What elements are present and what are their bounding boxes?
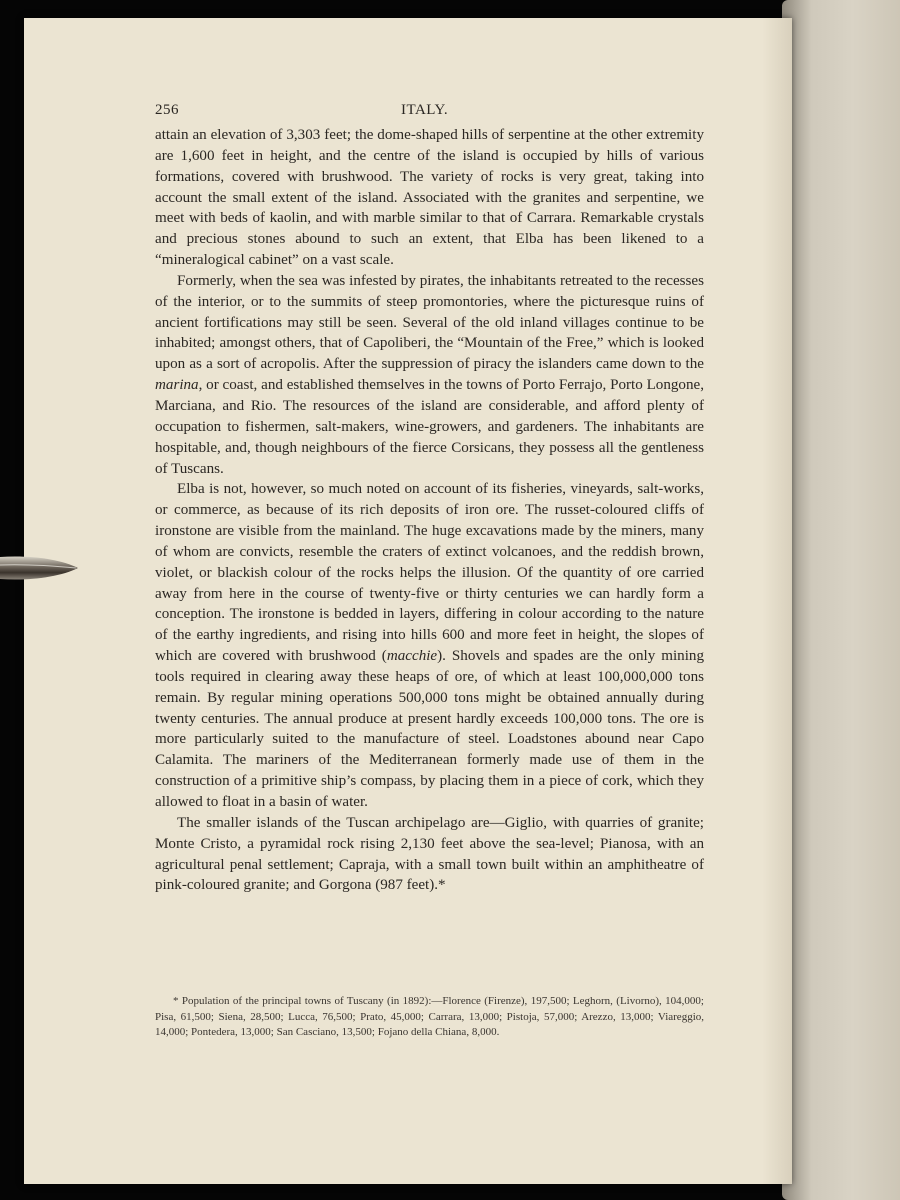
paragraph-4: The smaller islands of the Tuscan archipelago are—Giglio, with quarries of granite; Monte Cristo, a pyramidal rock rising 2,130 feet above the sea-level; Pianosa, with an agricultural penal settlement; Capraja, with a small town built within an amphitheatre of pink-coloured granite; and Gorgona (987 feet).* (155, 814, 704, 894)
page-number: 256 (155, 102, 179, 118)
paragraph-2 (155, 271, 704, 479)
body-text (155, 125, 704, 896)
paragraph-2-text-b: , or coast, and established themselves in the towns of Porto Ferrajo, Porto Longone, Marciana, and Rio. The resources of the island are considerable, and afford plenty of occupation to fishermen, salt-makers, wine-growers, and gardeners. The inhabitants are hospitable, and, though neighbours of the fierce Corsicans, they possess all the gentleness of Tuscans. (155, 377, 704, 477)
running-title: ITALY. (401, 102, 449, 118)
paragraph-3-text-b: ). Shovels and spades are the only mining tools required in clearing away these heaps of ore, of which at least 100,000,000 tons remain. By regular mining operations 500,000 tons might be obtained annually during twenty centuries. The annual produce at present hardly exceeds 100,000 tons. The ore is more particularly suited to the manufacture of steel. Loadstones abound near Capo Calamita. The mariners of the Mediterranean formerly made use of them in the construction of a primitive ship’s compass, by placing them in a piece of cork, which they allowed to float in a basin of water. (155, 648, 704, 810)
italic-term-marina: marina (155, 377, 199, 394)
footnote-text: * Population of the principal towns of Tuscany (in 1892):—Florence (Firenze), 197,500; Leghorn, (Livorno), 104,000; Pisa, 61,500; Siena, 28,500; Lucca, 76,500; Prato, 45,000; Carrara, 13,000; Pistoja, 57,000; Arezzo, 13,000; Viareggio, 14,000; Pontedera, 13,000; San Casciano, 13,500; Fojano della Chiana, 8,000. (155, 995, 704, 1039)
next-page-edge (782, 0, 900, 1200)
running-head (155, 102, 687, 122)
footnote (155, 994, 704, 1041)
paragraph-3 (155, 479, 704, 813)
paragraph-1: attain an elevation of 3,303 feet; the dome-shaped hills of serpentine at the other extremity are 1,600 feet in height, and the centre of the island is occupied by hills of various formations, covered with brushwood. The variety of rocks is very great, taking into account the small extent of the island. Associated with the granites and serpentine, we meet with beds of kaolin, and with marble similar to that of Carrara. Remarkable crystals and precious stones abound to such an extent, that Elba has been likened to a “mineralogical cabinet” on a vast scale. (155, 127, 704, 269)
paragraph-3-text-a: Elba is not, however, so much noted on account of its fisheries, vineyards, salt-works, or commerce, as because of its rich deposits of iron ore. The russet-coloured cliffs of ironstone are visible from the mainland. The huge excavations made by the miners, many of whom are convicts, resemble the craters of extinct volcanoes, and the reddish brown, violet, or blackish colour of the rocks helps the illusion. Of the quantity of ore carried away from here in the course of twenty-five or thirty centuries we can hardly form a conception. The ironstone is bedded in layers, differing in colour according to the nature of the earthy ingredients, and rising into hills 600 and more feet in height, the slopes of which are covered with brushwood ( (155, 481, 704, 665)
book-page (24, 18, 792, 1184)
metal-bookmark-tip (0, 551, 80, 585)
italic-term-macchie: macchie (386, 648, 438, 665)
paragraph-2-text-a: Formerly, when the sea was infested by pirates, the inhabitants retreated to the recesses of the interior, or to the summits of steep promontories, where the picturesque ruins of ancient fortifications may still be seen. Several of the old inland villages continue to be inhabited; amongst others, that of Capoliberi, the “Mountain of the Free,” which is looked upon as a sort of acropolis. After the suppression of piracy the islanders came down to the (155, 272, 704, 373)
